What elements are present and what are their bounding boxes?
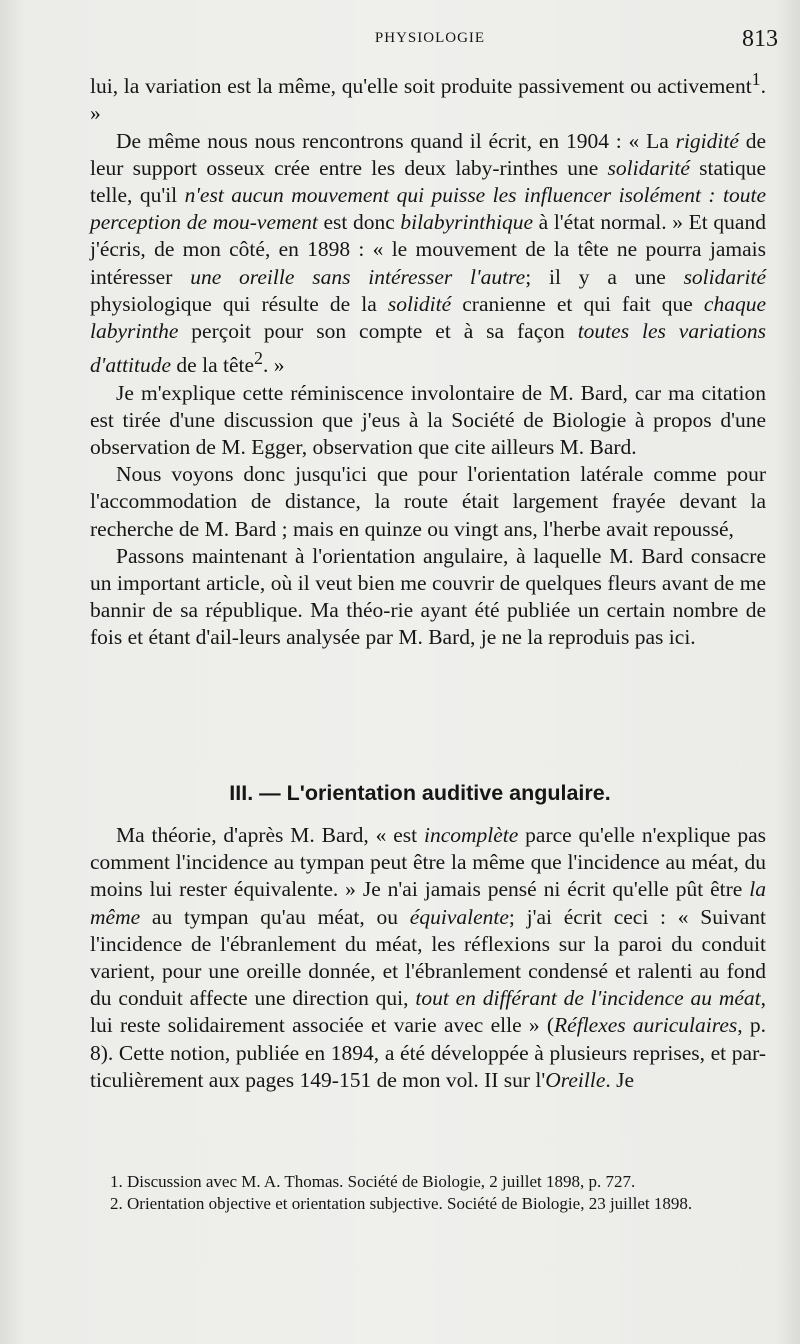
text-run: , p. 8). Cette notion, publiée en 1894, a été développée à plusieurs reprises, et par-ticulièrement aux pages 149-151 de mon vol. II sur l' [90, 1013, 766, 1092]
paragraph [90, 66, 766, 128]
footnote-2: 2. Orientation objective et orientation subjective. Société de Biologie, 23 juillet 1898. [110, 1193, 693, 1213]
italic-text: une oreille sans intéresser l'autre [190, 264, 526, 289]
page-header [90, 26, 778, 56]
italic-text: toutes les variations d'attitude [90, 318, 766, 378]
italic-text: équivalente [409, 904, 509, 929]
footnote-text: Discussion avec M. A. Thomas. Société de Biologie, 2 juillet 1898, p. 727. [127, 1172, 636, 1191]
text-run: statique telle, qu'il [90, 155, 767, 207]
text-run: cranienne et qui fait que [451, 291, 704, 316]
footnote-ref: 2 [254, 348, 263, 369]
footnote-number: 1 [110, 1172, 119, 1191]
italic-text: Réflexes auriculaires [554, 1013, 738, 1038]
paragraph [90, 461, 766, 543]
text-run: De même nous nous rencontrons quand il écrit, en 1904 : « La [116, 128, 676, 153]
text-run: Nous voyons donc jusqu'ici que pour l'orientation latérale comme pour l'accommodation de distance, la route était largement frayée devant la recherche de M. Bard ; mais en quinze ou vingt ans, l'herbe avait repoussé, [90, 462, 766, 541]
text-run: parce qu'elle n'explique pas comment l'incidence au tympan peut être la même que l'incidence au méat, du moins lui rester équivalente. » Je n'ai jamais pensé ni écrit qu'elle pût être [90, 823, 766, 902]
paragraph [90, 380, 766, 462]
italic-text: solidarité [683, 264, 766, 289]
text-run: perçoit pour son compte et à sa façon [178, 318, 578, 343]
body-text-bottom [90, 822, 766, 1094]
text-run: . » [262, 353, 285, 378]
text-run: , lui reste solidairement associée et varie avec elle » ( [90, 986, 766, 1038]
footnote-number: 2 [110, 1193, 119, 1213]
body-text-top [90, 66, 766, 652]
paragraph [90, 822, 766, 1094]
text-run: Je m'explique cette réminiscence involontaire de M. Bard, car ma citation est tirée d'une discussion que j'eus à la Société de Biologie à propos d'une observation de M. Egger, observation que cite ailleurs M. Bard. [90, 380, 766, 459]
footnotes [110, 1171, 778, 1214]
text-run: Passons maintenant à l'orientation angulaire, à laquelle M. Bard consacre un important article, où il veut bien me couvrir de quelques fleurs avant de me bannir de sa république. Ma théo-rie ayant été publiée un certain nombre de fois et étant d'ail-leurs analysée par M. Bard, je ne la reproduis pas ici. [90, 543, 766, 650]
page-number: 813 [742, 26, 778, 52]
text-run: au tympan qu'au méat, ou [140, 904, 410, 929]
paragraph [90, 128, 766, 380]
text-run: ; j'ai écrit ceci : « Suivant l'incidence de l'ébranlement du méat, les réflexions sur la paroi du conduit varient, pour une oreille donnée, et l'ébranlement condensé et ralenti au fond du conduit affecte une direction qui, [90, 904, 766, 1011]
text-run: de leur support osseux crée entre les deux laby-rinthes une [90, 128, 766, 180]
italic-text: rigidité [675, 128, 739, 153]
text-run: physiologique qui résulte de la [90, 291, 388, 316]
italic-text: solidarité [607, 155, 690, 180]
text-run: à l'état normal. » Et quand j'écris, de mon côté, en 1898 : « le mouvement de la tête ne pourra jamais intéresser [90, 210, 766, 289]
text-run: lui, la variation est la même, qu'elle soit produite passivement ou activement [90, 74, 752, 99]
footnote-1: 1. Discussion avec M. A. Thomas. Société de Biologie, 2 juillet 1898, p. 727. [110, 1172, 636, 1191]
italic-text: n'est aucun mouvement qui puisse les influencer isolément : toute perception de mou-vement [90, 182, 767, 235]
text-run: . Je [605, 1067, 635, 1092]
running-title: PHYSIOLOGIE [374, 30, 486, 46]
footnote-text: Orientation objective et orientation subjective. Société de Biologie, 23 juillet 1898. [127, 1193, 693, 1213]
paragraph [90, 543, 766, 652]
text-run: de la tête [171, 353, 255, 378]
text-run: ; il y a une [525, 264, 684, 289]
section-heading: III. — L'orientation auditive angulaire. [229, 781, 611, 805]
italic-text: bilabyrinthique [400, 210, 533, 235]
italic-text: chaque labyrinthe [90, 291, 766, 343]
italic-text: Oreille [545, 1067, 606, 1092]
italic-text: solidité [387, 291, 452, 316]
text-run: Ma théorie, d'après M. Bard, « est [116, 823, 424, 847]
text-run: . » [90, 74, 766, 126]
footnote-ref: 1 [751, 69, 761, 89]
text-run: est donc [317, 210, 401, 235]
italic-text: incomplète [423, 823, 519, 847]
italic-text: tout en différant de l'incidence au méat [415, 986, 761, 1011]
italic-text: la même [90, 877, 766, 929]
